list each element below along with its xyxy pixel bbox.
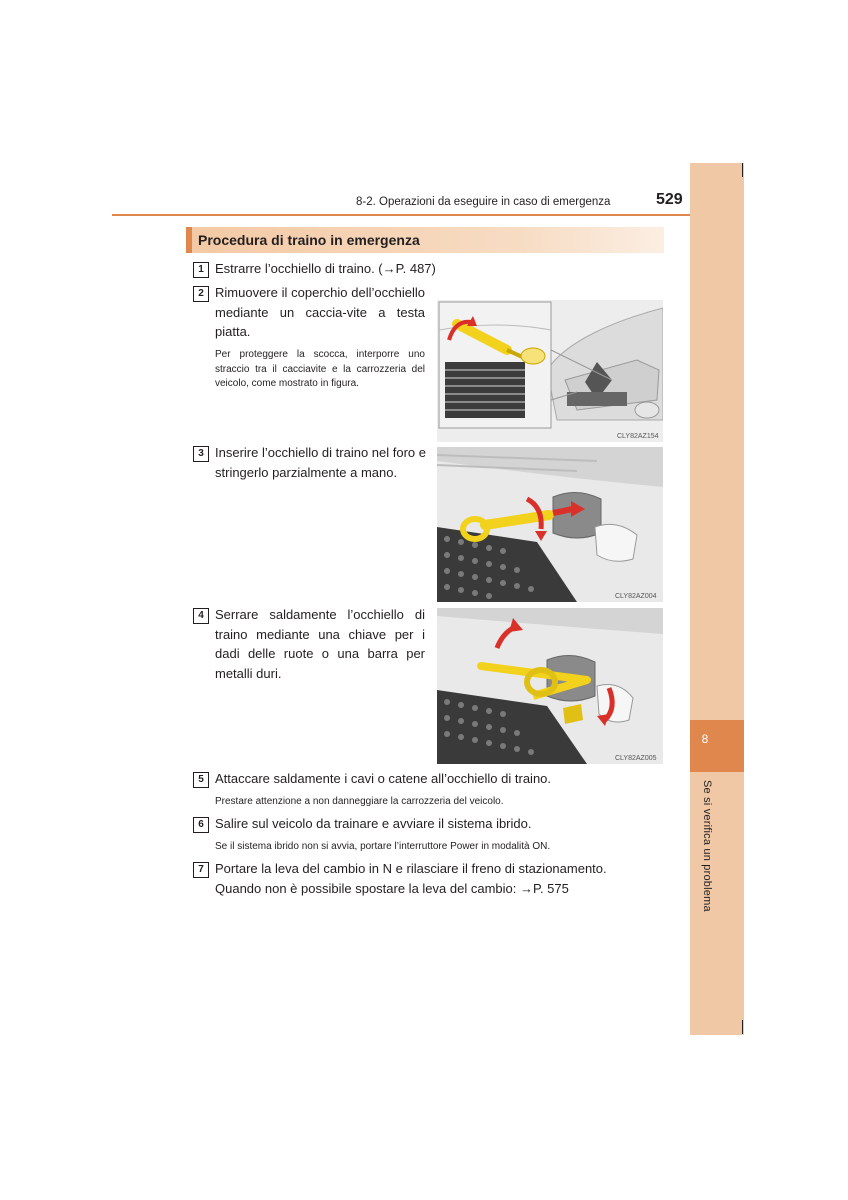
figure-code: CLY82AZ005 [615, 755, 657, 762]
chapter-number-tab [690, 720, 744, 772]
step-text: Salire sul veicolo da trainare e avviare il sistema ibrido. [215, 816, 532, 831]
figure-insert-eyelet [437, 447, 663, 602]
figure-code: CLY82AZ004 [615, 593, 657, 600]
page-number: 529 [656, 191, 683, 208]
header-section-title: 8-2. Operazioni da eseguire in caso di emergenza [356, 196, 611, 208]
step-number: 6 [193, 817, 209, 833]
section-title: Procedura di traino in emergenza [198, 232, 420, 248]
step-number: 3 [193, 446, 209, 462]
step-note: Per proteggere la scocca, interporre uno straccio tra il cacciavite e la carrozzeria del veicolo, come mostrato in figura. [215, 349, 425, 389]
step-number: 1 [193, 262, 209, 278]
step-text: Portare la leva del cambio in N e rilasciare il freno di stazionamento. [215, 861, 607, 876]
figure-code: CLY82AZ154 [617, 433, 659, 440]
step-text: Estrarre l’occhiello di traino. (→P. 487) [215, 261, 436, 276]
step-note: Se il sistema ibrido non si avvia, portare l’interruttore Power in modalità ON. [215, 841, 551, 852]
figure-tighten-eyelet [437, 608, 663, 764]
step-number: 5 [193, 772, 209, 788]
chapter-number: 8 [701, 732, 709, 746]
step-text: Serrare saldamente l’occhiello di traino mediante una chiave per i dadi delle ruote o una barra per metalli duri. [215, 607, 425, 681]
step-text-continued: Quando non è possibile spostare la leva del cambio: →P. 575 [215, 881, 569, 896]
step-text: Rimuovere il coperchio dell’occhiello mediante un caccia-vite a testa piatta. [215, 285, 425, 339]
crop-mark-top [742, 163, 743, 177]
chapter-title: Se si verifica un problema [701, 780, 713, 912]
step-note: Prestare attenzione a non danneggiare la carrozzeria del veicolo. [215, 796, 504, 807]
crop-mark-bottom [742, 1020, 743, 1034]
step-text: Attaccare saldamente i cavi o catene all’occhiello di traino. [215, 771, 552, 786]
step-number: 4 [193, 608, 209, 624]
step-number: 2 [193, 286, 209, 302]
step-text: Inserire l’occhiello di traino nel foro e stringerlo parzialmente a mano. [215, 445, 426, 480]
figure-remove-cover [437, 300, 663, 442]
section-heading-bar [186, 227, 192, 253]
step-number: 7 [193, 862, 209, 878]
header-rule [112, 214, 690, 216]
